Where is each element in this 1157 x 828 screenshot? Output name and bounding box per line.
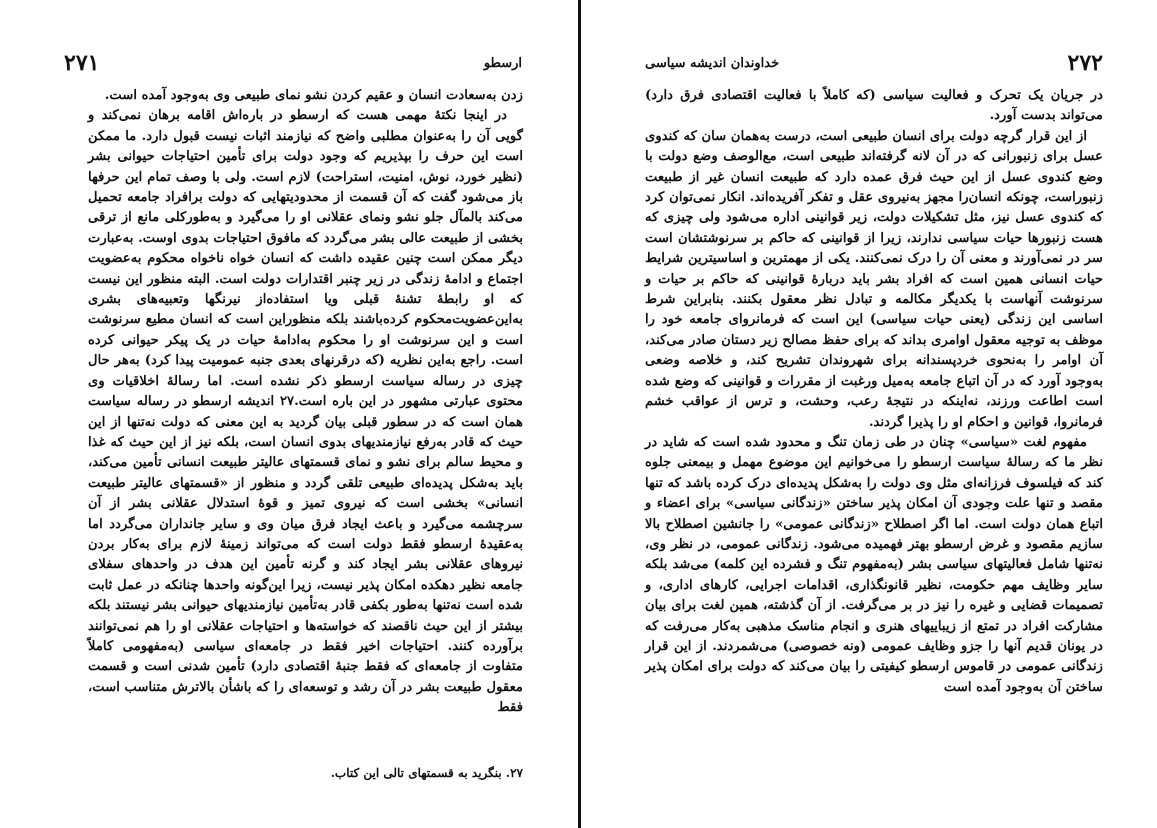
left-page-body [88, 86, 523, 719]
paragraph: مفهوم لغت «سیاسی» چنان در طی زمان تنگ و محدود شده است که شاید در نظر ما که رسالهٔ سیاست ارسطو را می‌خوانیم این موضوع مهمل و بیمعنی جلوه کند که فیلسوف فرزانه‌ای مثل وی دولت را به‌شکل پدیده‌ای درک کرده باشد که تنها مقصد و تنها علت وجودی آن امکان پذیر ساختن «زندگانی سیاسی» برای اعضاء و اتباع همان دولت است. اما اگر اصطلاح «زندگانی عمومی» را جانشین اصطلاح بالا سازیم مقصود و غرض ارسطو بهتر فهمیده می‌شود. زندگانی عمومی، در نظر وی، نه‌تنها شامل فعالیتهای سیاسی بشر (به‌مفهوم تنگ و فشرده این کلمه) می‌شد بلکه سایر وظایف مهم حکومت، نظیر قانونگذاری، اقدامات اجرایی، کارهای اداری، و تصمیمات قضایی و غیره را نیز در بر می‌گرفت. از آن گذشته، همین لغت برای بیان مشارکت افراد در تمتع از زیباییهای هنری و انجام مناسک مذهبی به‌کار می‌رفت که در یونان قدیم آنها را جزو وظایف عمومی (ونه خصوصی) می‌شمردند. از این قرار زندگانی عمومی در قاموس ارسطو کیفیتی را بیان می‌کند که دولت برای امکان پذیر ساختن آن به‌وجود آمده است [645, 434, 1103, 695]
paragraph: در جریان یک تحرک و فعالیت سیاسی (که کاملاً با فعالیت اقتصادی فرق دارد) می‌تواند بدست آورد. [645, 88, 1103, 124]
paragraph: در اینجا نکتهٔ مهمی هست که ارسطو در باره‌اش اقامه برهان نمی‌کند و گویی آن را به‌عنوان مطلبی واضح که نیازمند اثبات نیست قبول دارد. ما ممکن است این حرف را بپذیریم که وجود دولت برای تأمین احتیاجات حیوانی بشر (نظیر خورد، نوش، امنیت، استراحت) لازم است. ولی با وصف تمام این حرفها باز می‌شود گفت که آن قسمت از محدودیتهایی که دولت برافراد جامعه تحمیل می‌کند بالمآل جلو نشو ونمای عقلانی او را می‌گیرد و به‌طورکلی مانع از ترقی بخشی از طبیعت عالی بشر می‌گردد که مافوق احتیاجات بدوی اوست. به‌عبارت دیگر ممکن است چنین عقیده داشت که انسان خواه ناخواه محکوم به‌عضویت اجتماع و ادامهٔ زندگی در زیر چنبر اقتدارات دولت است. البته منظور این نیست که او رابطهٔ تشنهٔ قبلی ویا استفاده‌از نیرنگها وتعبیه‌های بشری به‌این‌عضویت‌محکوم کرده‌باشند بلکه منظوراین است که انسان مطیع سرنوشت است و این سرنوشت او را محکوم به‌ادامهٔ حیات در یک پیکر حیوانی کرده است. راجع به‌این نظریه (که درقرنهای بعدی جنبه عمومیت پیدا کرد) به‌هر حال چیزی در رساله سیاست ارسطو ذکر نشده است. اما رسالهٔ اخلاقیات وی محتوی عبارتی مشهور در این باره است.۲۷ اندیشه ارسطو در رساله سیاست همان است که در سطور قبلی بیان گردید به این معنی که دولت نه‌تنها از این حیث که قادر به‌رفع نیازمندیهای بدوی انسان است، بلکه نیز از این حیث که غذا و محیط سالم برای نشو و نمای قسمتهای عالیتر طبیعت انسانی تأمین می‌کند، باید به‌شکل پدیده‌ای طبیعی تلقی گردد و منظور از «قسمتهای عالیتر طبیعت انسانی» بخشی است که نیروی تمیز و قوهٔ استدلال عقلانی بشر از آن سرچشمه می‌گیرد و باعث ایجاد فرق میان وی و سایر جانداران می‌گردد اما به‌عقیدهٔ ارسطو فقط دولت است که می‌تواند زمینهٔ لازم برای به‌کار بردن نیروهای عقلانی بشر ایجاد کند و گرنه تأمین این هدف در واحدهای سفلای جامعه نظیر دهکده امکان پذیر نیست، زیرا این‌گونه واحدها چنانکه در عمل ثابت شده است نه‌تنها به‌طور بکفی قادر به‌تأمین نیازمندیهای حیوانی بشر نیستند بلکه بیشتر از این حیث ناقصند که خواسته‌ها و احتیاجات عقلانی او را هم نمی‌توانند برآورده کنند. احتیاجات اخیر فقط در جامعه‌ای سیاسی (به‌مفهومی کاملاً متفاوت از جامعه‌ای که فقط جنبهٔ اقتصادی دارد) تأمین شدنی است و قسمت معقول طبیعت بشر در آن رشد و توسعه‌ای را که باشأن بالاترش متناسب است، فقط [88, 108, 523, 716]
page-number-left: ۲۷۱ [64, 50, 100, 76]
running-head-right: خداوندان اندیشه سیاسی [645, 55, 780, 71]
right-page-body [645, 86, 1103, 698]
running-head-left: ارسطو [483, 55, 522, 71]
page-number-right: ۲۷۲ [1067, 50, 1103, 76]
paragraph: از این قرار گرچه دولت برای انسان طبیعی است، درست به‌همان سان که کندوی عسل برای زنبورانی که در آن لانه گرفته‌اند طبیعی است، مع‌الوصف وضع دولت با وضع کندوی عسل از این حیث فرق عمده دارد که طبیعت انسان غیر از طبیعت زنبوراست، چونکه انسان‌را مجهز به‌نیروی عقل و تفکر آفریده‌اند. انکار نمی‌توان کرد که کندوی عسل نیز، مثل تشکیلات دولت، زیر قوانینی اداره می‌شود ولی چیزی که هست زنبورها حیات سیاسی ندارند، زیرا از قوانینی که حاکم بر سرنوشتشان است سر در نمی‌آورند و معنی آن را درک نمی‌کنند. یکی از مهمترین و اساسیترین شرایط حیات انسانی همین است که افراد بشر باید دربارهٔ قوانینی که حاکم بر حیات و سرنوشت آنهاست با یکدیگر مکالمه و تبادل نظر معقول بکنند. بنابراین شرط اساسی این زندگی (یعنی حیات سیاسی) این است که فرمانروای جامعه خود را موظف به توجیه معقول اوامری بداند که برای حفظ مصالح زیر دستان صادر می‌کند، آن اوامر را به‌نحوی خردپسندانه برای شهروندان تشریح کند، و خلاصه وضعی به‌وجود آورد که در آن اتباع جامعه به‌میل ورغبت از مقررات و قوانینی که وضع شده است اطاعت ورزند، نه‌اینکه در نتیجهٔ رعب، وحشت، و ترس از عواقب خشم فرمانروا، قوانین و احکام او را پذیرا گردند. [645, 128, 1103, 430]
left-page [0, 0, 578, 828]
paragraph: زدن به‌سعادت انسان و عقیم کردن نشو نمای طبیعی وی به‌وجود آمده است. [104, 88, 523, 103]
right-page-header [645, 50, 1103, 76]
footnote: ۲۷. بنگرید به قسمتهای تالی این کتاب. [330, 766, 523, 780]
left-page-header [64, 50, 522, 76]
right-page [581, 0, 1157, 828]
